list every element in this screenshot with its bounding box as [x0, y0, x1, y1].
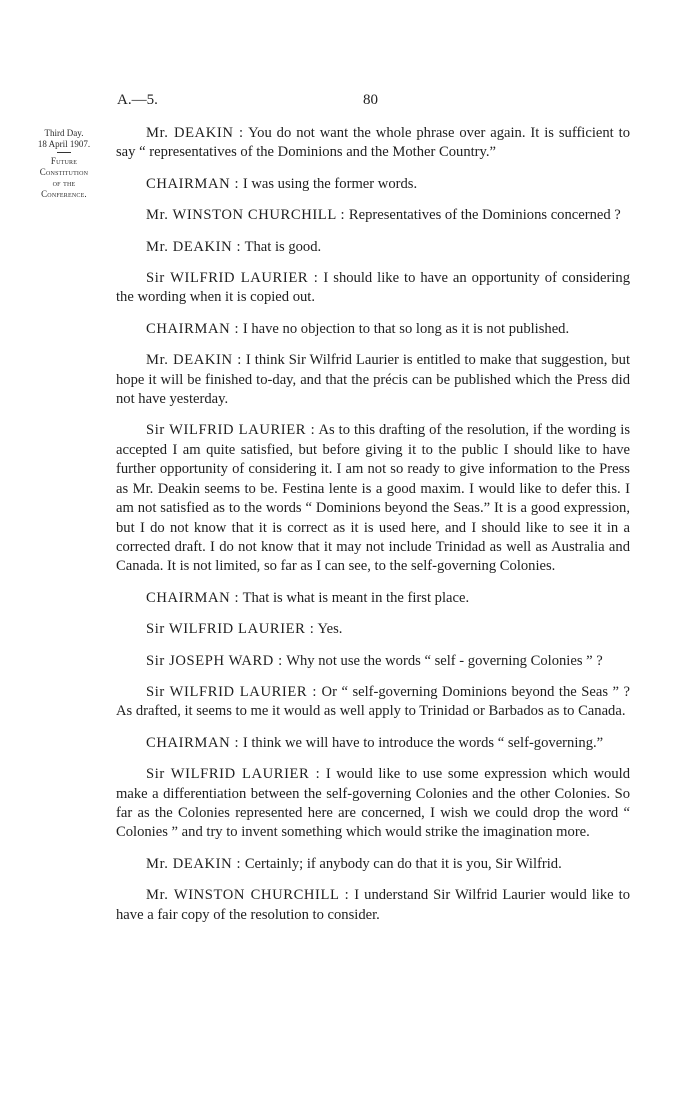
speaker-name: Sir WILFRID LAURIER :	[146, 621, 315, 638]
speech-paragraph	[116, 589, 630, 608]
speech-text: That is good.	[244, 238, 322, 255]
margin-topic-line: Conference.	[41, 189, 87, 199]
speech-text: I think Sir Wilfrid Laurier is entitled to make that suggestion, but hope it will be finished to-day, and that the précis can be published which the Press did not have yesterday.	[116, 352, 630, 408]
speaker-name: CHAIRMAN :	[146, 589, 240, 606]
speaker-name: Mr. DEAKIN :	[146, 352, 242, 369]
speaker-name: Mr. DEAKIN :	[146, 855, 242, 872]
margin-date: 18 April 1907.	[37, 139, 91, 149]
page-number: 80	[363, 92, 378, 108]
speech-paragraph	[116, 175, 630, 194]
speech-text: That is what is meant in the first place.	[242, 589, 470, 606]
speech-paragraph	[116, 320, 630, 339]
speech-text: You do not want the whole phrase over again. It is sufficient to say “ representatives of the Dominions and the Mother Country.”	[116, 125, 630, 161]
speech-text: Or “ self-governing Dominions beyond the Seas ” ? As drafted, it seems to me it would as well apply to Trinidad or Barbados as to Canada.	[116, 683, 630, 720]
speech-paragraph	[116, 620, 630, 639]
speaker-name: Mr. DEAKIN :	[146, 125, 244, 141]
speech-text: Representatives of the Dominions concerned ?	[348, 207, 621, 224]
speech-paragraph	[116, 683, 630, 722]
margin-topic-line: Constitution	[39, 167, 89, 177]
margin-rule	[57, 152, 71, 153]
speech-paragraph	[116, 351, 630, 409]
speaker-name: Mr. DEAKIN :	[146, 238, 242, 255]
speaker-name: CHAIRMAN :	[146, 734, 240, 751]
speaker-name: CHAIRMAN :	[146, 320, 240, 337]
speech-text: Yes.	[317, 621, 343, 638]
margin-topic-line: Future	[50, 156, 78, 166]
speaker-name: Mr. WINSTON CHURCHILL :	[146, 207, 346, 224]
speaker-name: Sir WILFRID LAURIER :	[146, 683, 318, 700]
speech-paragraph	[116, 421, 630, 576]
speech-text: I would like to use some expression which would make a differentiation between the self-governing Colonies and the other Colonies. So far as the Colonies represented here are concerned, I wish we could drop the word “ Colonies ” and try to invent something which would strike the imagination more.	[116, 766, 630, 841]
speech-text: As to this drafting of the resolution, if the wording is accepted I am quite satisfied, but before giving it to the public I should like to have further opportunity of considering it. I am not so ready to give information to the Press as Mr. Deakin seems to be. Festina lente is a good maxim. I would like to defer this. I am not satisfied as to the words “ Dominions beyond the Seas.” It is a good expression, but I do not know that it is correct as it is used here, and I should like to see it in a corrected draft. I do not know that it may not include Trinidad as well as Australia and Canada. It is not limited, so far as I can see, to the self-governing Colonies.	[116, 422, 630, 575]
speech-paragraph	[116, 734, 630, 753]
speaker-name: Sir WILFRID LAURIER :	[146, 766, 321, 783]
speech-paragraph	[116, 652, 630, 671]
speech-paragraph	[116, 269, 630, 308]
speech-text: Certainly; if anybody can do that it is you, Sir Wilfrid.	[244, 855, 562, 872]
speaker-name: Mr. WINSTON CHURCHILL :	[146, 887, 350, 904]
speaker-name: Sir JOSEPH WARD :	[146, 652, 283, 669]
speech-text: I was using the former words.	[242, 175, 418, 192]
speech-text: I should like to have an opportunity of considering the wording when it is copied out.	[116, 270, 631, 306]
margin-topic-line: of the	[52, 178, 76, 188]
speech-paragraph	[116, 124, 630, 163]
page-reference: A.—5.	[117, 92, 158, 108]
speaker-name: Sir WILFRID LAURIER :	[146, 422, 316, 439]
speech-paragraph	[116, 206, 630, 225]
speech-text: I understand Sir Wilfrid Laurier would like to have a fair copy of the resolution to consider.	[116, 887, 630, 923]
speech-text: I have no objection to that so long as it is not published.	[242, 320, 570, 337]
speech-text: Why not use the words “ self - governing Colonies ” ?	[286, 652, 603, 669]
speech-paragraph	[116, 238, 630, 257]
speech-paragraph	[116, 765, 630, 843]
speech-text: I think we will have to introduce the words “ self-governing.”	[242, 734, 604, 751]
speech-paragraph	[116, 855, 630, 874]
speech-paragraph	[116, 886, 630, 925]
speaker-name: CHAIRMAN :	[146, 175, 240, 192]
margin-note	[25, 128, 103, 200]
speaker-name: Sir WILFRID LAURIER :	[146, 270, 319, 287]
margin-day: Third Day.	[44, 128, 84, 138]
transcript-body	[116, 124, 630, 937]
